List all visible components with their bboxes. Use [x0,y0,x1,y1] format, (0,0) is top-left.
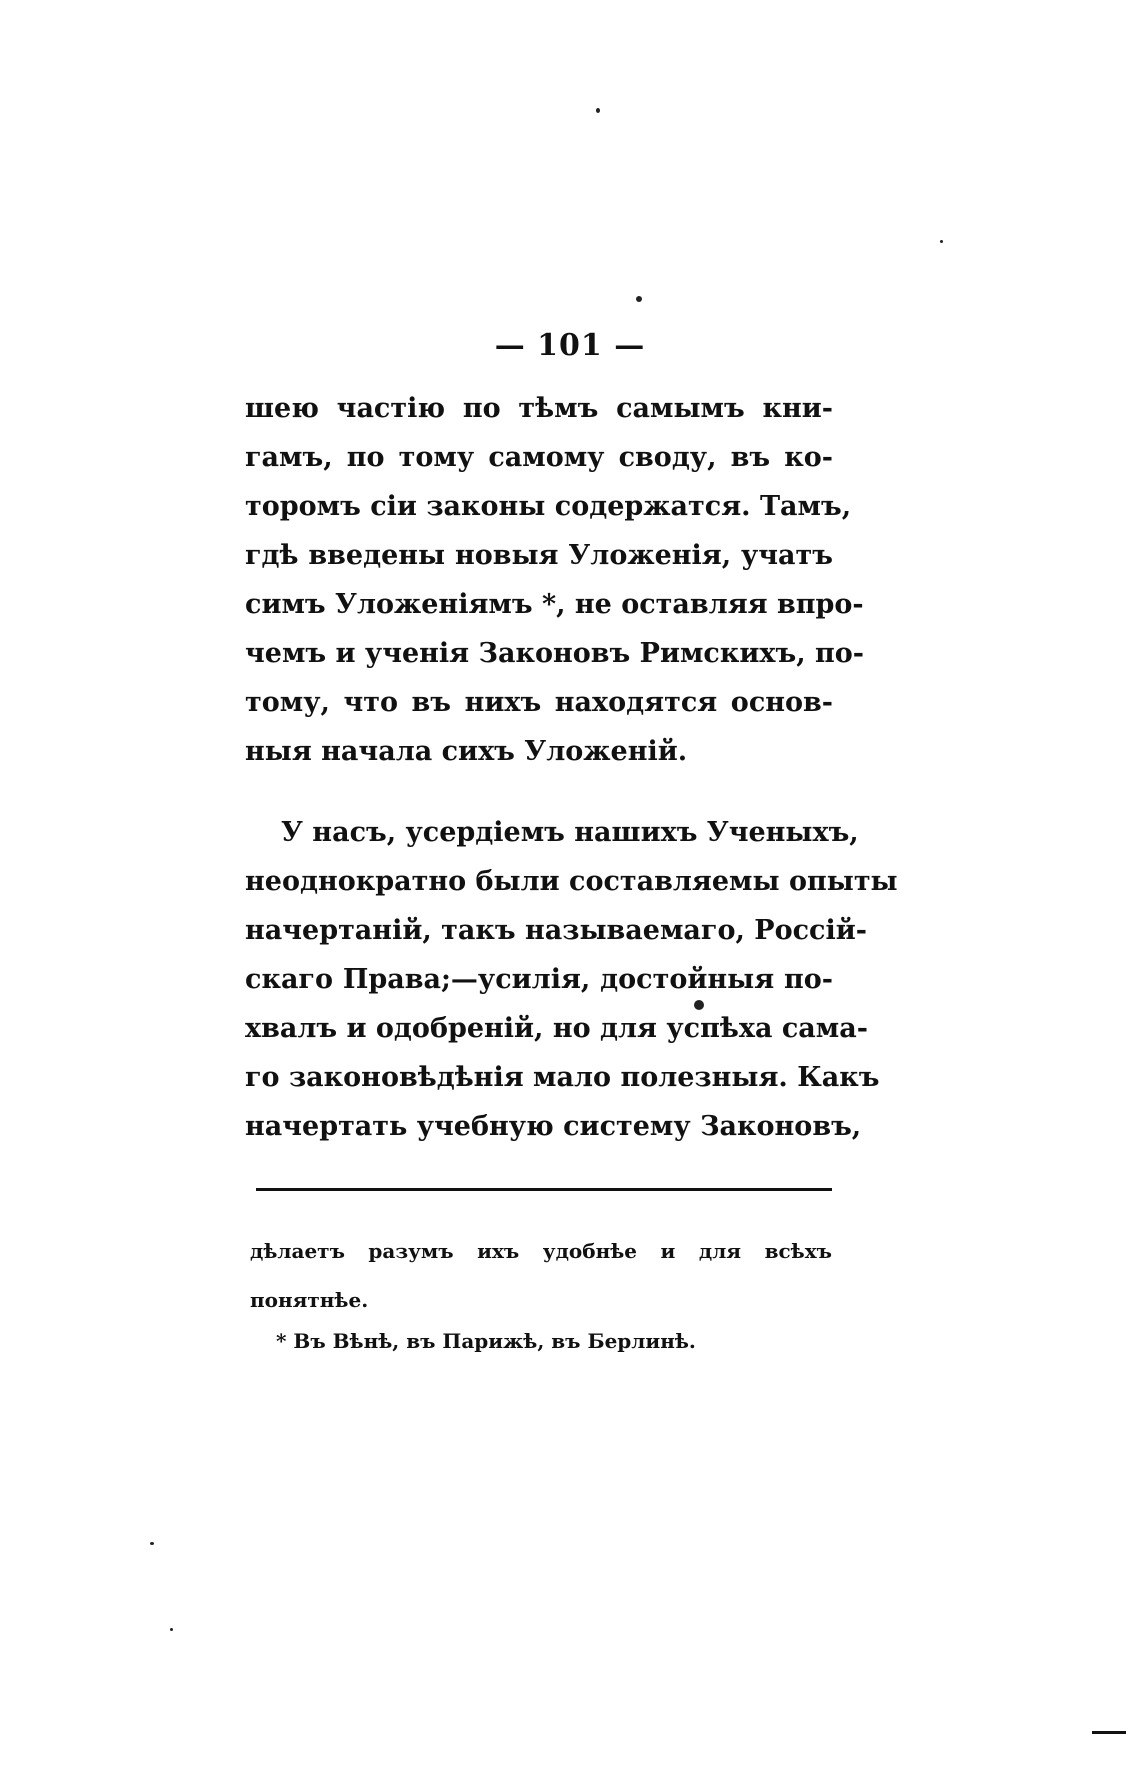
scan-speck [636,296,642,302]
text-line: скаго Права;—усилія, достойныя по- [245,964,833,995]
text-line: У насъ, усердіемъ нашихъ Ученыхъ, [281,817,859,848]
text-line: чемъ и ученія Законовъ Римскихъ, по- [245,638,864,669]
text-line: шею частію по тѣмъ самымъ кни- [245,393,833,424]
scan-speck [694,1000,704,1010]
text-line: начертаній, такъ называемаго, Россій- [245,915,867,946]
text-line: хвалъ и одобреній, но для успѣха сама- [245,1013,868,1044]
footnote-continuation [250,1236,832,1334]
footnote-line: понятнѣе. [250,1288,369,1312]
footnote-line: дѣлаетъ разумъ ихъ удобнѣе и для всѣхъ [250,1239,832,1263]
footnote-divider [256,1188,832,1191]
text-line: тому, что въ нихъ находятся основ- [245,687,833,718]
text-line: торомъ сіи законы содержатся. Тамъ, [245,491,852,522]
text-line: начертать учебную систему Законовъ, [245,1111,862,1142]
text-line: гамъ, по тому самому своду, въ ко- [245,442,833,473]
edge-mark [1092,1731,1126,1734]
scan-speck [150,1542,154,1545]
text-line: ныя начала сихъ Уложеній. [245,736,688,767]
text-line: гдѣ введены новыя Уложенія, учатъ [245,540,833,571]
text-line: симъ Уложеніямъ *, не оставляя впро- [245,589,864,620]
text-line: неоднократно были составляемы опыты [245,866,898,897]
paragraph-2 [245,808,898,1151]
paragraph-1 [245,384,864,776]
scan-speck [596,108,600,113]
text-line: го законовѣдѣнія мало полезныя. Какъ [245,1062,880,1093]
page-number: — 101 — [494,328,646,363]
footnote-star: * Въ Вѣнѣ, въ Парижѣ, въ Берлинѣ. [276,1329,696,1353]
scan-speck [170,1628,173,1631]
scan-speck [940,240,943,243]
